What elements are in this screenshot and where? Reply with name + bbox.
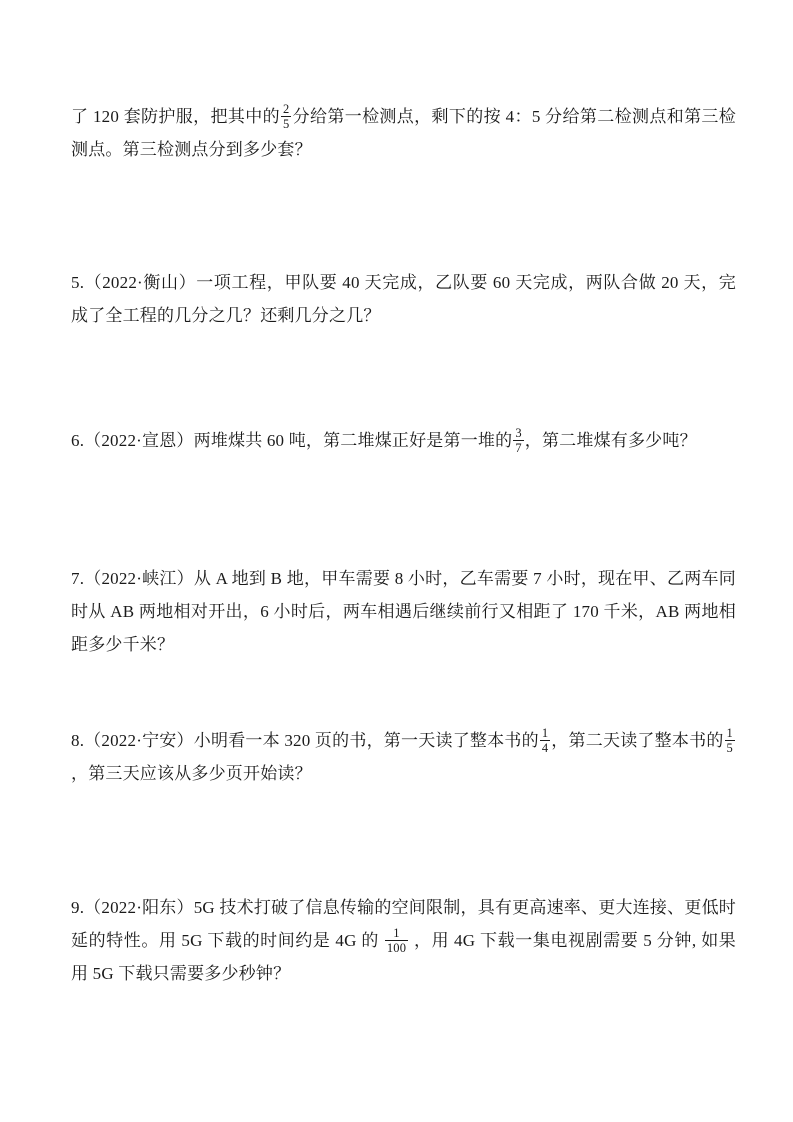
problem-text: 8.（2022·宁安）小明看一本 320 页的书，第一天读了整本书的 <box>71 731 539 750</box>
fraction <box>540 726 550 755</box>
fraction-denominator: 5 <box>282 116 290 131</box>
fraction-denominator: 4 <box>541 740 549 755</box>
fraction-denominator: 7 <box>515 440 522 455</box>
problem-7 <box>71 562 736 661</box>
problem-continuation-paragraph <box>71 100 736 166</box>
problem-5 <box>71 266 736 332</box>
problem-text: 分给第一检测点，剩下的按 4：5 分给第二检测点和第三检测点。第三检测点分到多少套？ <box>71 107 736 159</box>
problem-9 <box>71 891 736 990</box>
problem-text: 6.（2022·宣恩）两堆煤共 60 吨，第二堆煤正好是第一堆的 <box>71 431 513 450</box>
problem-text: 5.（2022·衡山）一项工程，甲队要 40 天完成，乙队要 60 天完成，两队合做 20 天，完成了全工程的几分之几？还剩几分之几？ <box>71 273 736 325</box>
problem-text: 了 120 套防护服，把其中的 <box>71 107 280 126</box>
problem-text: 9.（2022·阳东）5G 技术打破了信息传输的空间限制，具有更高速率、更大连接、更低时延的特性。用 5G 下载的时间约是 4G 的 <box>71 898 736 950</box>
problem-text: ，用 4G 下载一集电视剧需要 5 分钟, 如果用 5G 下载只需要多少秒钟？ <box>71 931 736 983</box>
problem-6 <box>71 424 736 457</box>
problem-text: 7.（2022·峡江）从 A 地到 B 地，甲车需要 8 小时，乙车需要 7 小时，现在甲、乙两车同时从 AB 两地相对开出，6 小时后，两车相遇后继续前行又相距了 170 千米，AB 两地相距多少千米？ <box>71 569 736 654</box>
problem-8 <box>71 724 736 790</box>
fraction <box>281 102 291 131</box>
fraction-denominator: 5 <box>726 740 733 755</box>
fraction <box>725 726 735 755</box>
fraction <box>385 926 408 955</box>
problem-text: ，第三天应该从多少页开始读？ <box>71 764 312 783</box>
fraction-numerator: 1 <box>541 725 549 740</box>
fraction-numerator: 1 <box>726 725 733 740</box>
fraction-numerator: 3 <box>515 425 522 440</box>
problem-text: ，第二天读了整本书的 <box>551 731 724 750</box>
fraction-numerator: 1 <box>385 926 408 941</box>
problem-text: ，第二堆煤有多少吨？ <box>524 431 697 450</box>
fraction-denominator: 100 <box>386 940 407 955</box>
fraction-numerator: 2 <box>282 101 290 116</box>
fraction <box>513 426 523 455</box>
